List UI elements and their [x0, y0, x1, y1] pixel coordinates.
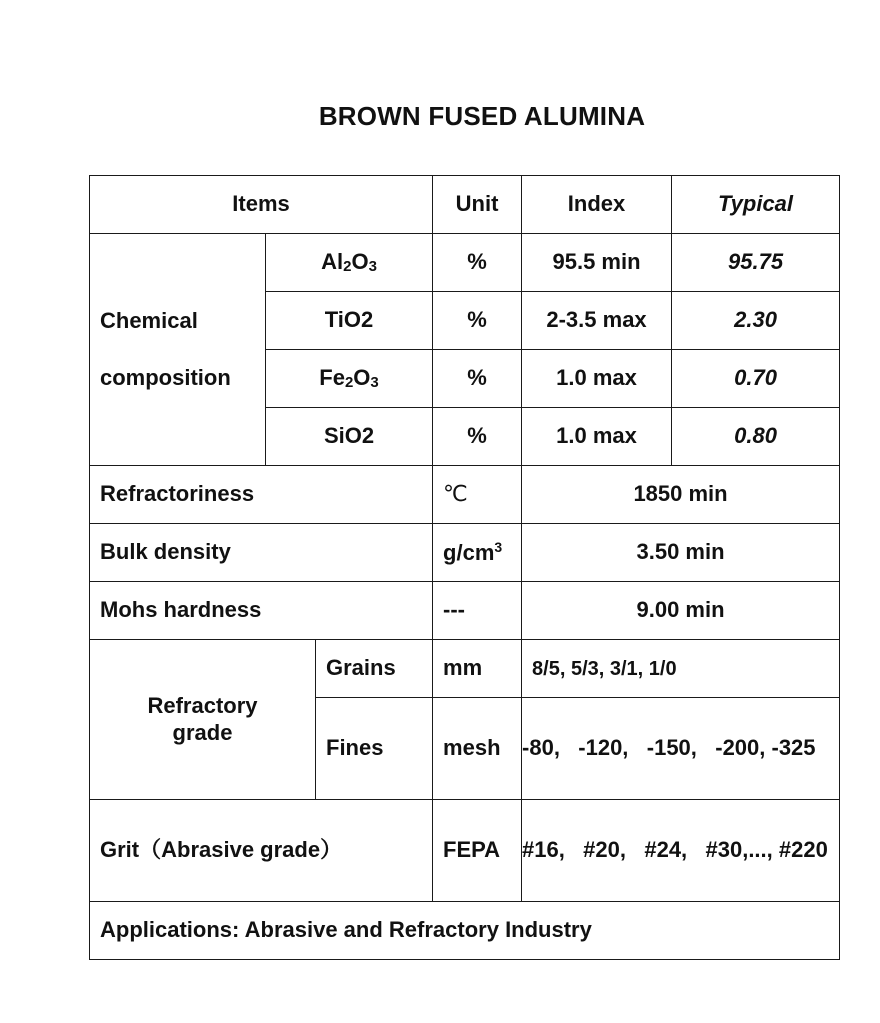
applications-text: Applications: Abrasive and Refractory Industry	[90, 902, 840, 960]
header-typical: Typical	[672, 176, 840, 234]
applications-row	[90, 902, 840, 960]
item-al2o3: Al2O3	[266, 234, 433, 292]
refractoriness-unit: ℃	[433, 466, 522, 524]
unit-fe2o3: %	[433, 350, 522, 408]
mohs-hardness-value: 9.00 min	[522, 582, 840, 640]
fines-unit: mesh	[433, 698, 522, 800]
item-sio2: SiO2	[266, 408, 433, 466]
refractory-grade-label	[90, 640, 316, 800]
header-unit: Unit	[433, 176, 522, 234]
table-row	[90, 466, 840, 524]
grit-unit: FEPA	[433, 800, 522, 902]
grains-label: Grains	[316, 640, 433, 698]
table-row	[90, 640, 840, 698]
refractory-grade-line1: Refractory	[147, 693, 258, 719]
unit-al2o3: %	[433, 234, 522, 292]
document-title: BROWN FUSED ALUMINA	[318, 101, 646, 131]
grit-value: #16, #20, #24, #30,..., #220	[522, 800, 840, 902]
item-tio2: TiO2	[266, 292, 433, 350]
chemical-composition-label	[90, 234, 266, 466]
unit-sio2: %	[433, 408, 522, 466]
item-fe2o3: Fe2O3	[266, 350, 433, 408]
chemical-label-line1: Chemical	[100, 308, 198, 334]
header-index: Index	[522, 176, 672, 234]
typical-fe2o3: 0.70	[672, 350, 840, 408]
index-al2o3: 95.5 min	[522, 234, 672, 292]
header-row	[90, 176, 840, 234]
index-tio2: 2-3.5 max	[522, 292, 672, 350]
table-row	[90, 800, 840, 902]
refractoriness-label: Refractoriness	[90, 466, 433, 524]
chemical-label-line2: composition	[100, 364, 231, 390]
index-sio2: 1.0 max	[522, 408, 672, 466]
unit-tio2: %	[433, 292, 522, 350]
typical-tio2: 2.30	[672, 292, 840, 350]
bulk-density-label: Bulk density	[90, 524, 433, 582]
bulk-density-unit: $g/cm^3$	[433, 524, 522, 582]
fines-value: -80, -120, -150, -200, -325	[522, 698, 840, 800]
grains-unit: mm	[433, 640, 522, 698]
index-fe2o3: 1.0 max	[522, 350, 672, 408]
typical-sio2: 0.80	[672, 408, 840, 466]
mohs-hardness-unit: ---	[433, 582, 522, 640]
grit-label: Grit（Abrasive grade）	[90, 800, 433, 902]
typical-al2o3: 95.75	[672, 234, 840, 292]
mohs-hardness-label: Mohs hardness	[90, 582, 433, 640]
bulk-density-value: 3.50 min	[522, 524, 840, 582]
table-row	[90, 524, 840, 582]
refractory-grade-line2: grade	[172, 719, 233, 745]
fines-label: Fines	[316, 698, 433, 800]
grains-value: 8/5, 5/3, 3/1, 1/0	[522, 640, 840, 698]
refractoriness-value: 1850 min	[522, 466, 840, 524]
header-items: Items	[90, 176, 433, 234]
table-row	[90, 582, 840, 640]
table-row	[90, 234, 840, 292]
specification-table	[89, 175, 840, 960]
